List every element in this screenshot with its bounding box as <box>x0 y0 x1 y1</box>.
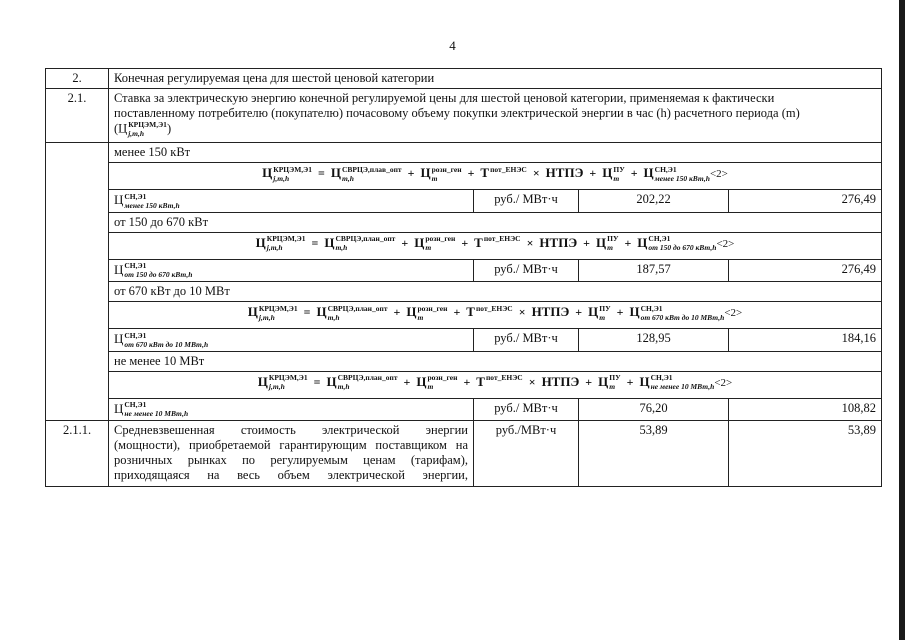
component-symbol: Ц СН,Э1 от 150 до 670 кВт,h <box>109 259 474 282</box>
row-2-1-1 <box>46 421 882 487</box>
tariff-table <box>45 68 882 487</box>
row-2 <box>46 69 882 89</box>
component-symbol: Ц СН,Э1 менее 150 кВт,h <box>109 190 474 213</box>
row-2-1 <box>46 89 882 143</box>
section-title: не менее 10 МВт <box>109 351 882 371</box>
desc-line: (мощности), приобретаемой гарантирующим поставщиком на <box>114 438 468 453</box>
formula-row <box>46 163 882 190</box>
section-header <box>46 282 882 302</box>
price-formula: Ц КРЦЭМ,Э1 j,m,h = Ц СВРЦЭ,план_опт m,h + Ц розн_ген m + Т пот_ЕНЭС × НТПЭ + Ц ПУ m + Ц СН,Э1 от 670 кВт до 10 МВт,h <2> <box>109 302 882 329</box>
value-cell: 53,89 <box>579 421 729 487</box>
section-header <box>46 212 882 232</box>
desc-line: приходящаяся на весь объем электрической энергии, <box>114 468 468 483</box>
value-cell: 53,89 <box>729 421 882 487</box>
section-title: менее 150 кВт <box>109 143 882 163</box>
desc-line: розничных рынках по регулируемым ценам (тарифам), <box>114 453 468 468</box>
row-description <box>109 421 474 487</box>
desc-line: Ставка за электрическую энергию конечной регулируемой цены для шестой ценовой категории, применяемая к фактически <box>114 91 775 105</box>
section-header <box>46 351 882 371</box>
row-title: Конечная регулируемая цена для шестой ценовой категории <box>109 69 882 89</box>
section-header <box>46 143 882 163</box>
value-cell: 202,22 <box>579 190 729 213</box>
desc-line: поставленному потребителю (покупателю) почасовому объему покупки электрической энергии в час (h) расчетного периода (m) <box>114 106 800 120</box>
value-row <box>46 190 882 213</box>
value-cell: 128,95 <box>579 329 729 352</box>
unit-cell: руб./ МВт·ч <box>474 398 579 421</box>
component-symbol: Ц СН,Э1 от 670 кВт до 10 МВт,h <box>109 329 474 352</box>
section-title: от 670 кВт до 10 МВт <box>109 282 882 302</box>
section-title: от 150 до 670 кВт <box>109 212 882 232</box>
row-number: 2.1. <box>46 89 109 143</box>
value-row <box>46 398 882 421</box>
price-formula: Ц КРЦЭМ,Э1 j,m,h = Ц СВРЦЭ,плав_опт m,h + Ц розн_ген m + Т пот_ЕНЭС × НТПЭ + Ц ПУ m + Ц СН,Э1 менее 150 кВт,h <2> <box>109 163 882 190</box>
unit-cell: руб./МВт·ч <box>474 421 579 487</box>
unit-cell: руб./ МВт·ч <box>474 190 579 213</box>
value-cell: 187,57 <box>579 259 729 282</box>
price-symbol: (Ц КРЦЭМ,Э1 j,m,h ) <box>114 120 172 138</box>
value-cell: 184,16 <box>729 329 882 352</box>
row-number: 2.1.1. <box>46 421 109 487</box>
value-cell: 276,49 <box>729 259 882 282</box>
unit-cell: руб./ МВт·ч <box>474 259 579 282</box>
value-row <box>46 329 882 352</box>
scan-edge <box>899 0 905 640</box>
value-cell: 108,82 <box>729 398 882 421</box>
price-formula: Ц КРЦЭМ,Э1 j,m,h = Ц СВРЦЭ,план_опт m,h + Ц розн_ген m + Т пот_ЕНЭС × НТПЭ + Ц ПУ m + Ц СН,Э1 не менее 10 МВт,h <2> <box>109 371 882 398</box>
value-cell: 276,49 <box>729 190 882 213</box>
unit-cell: руб./ МВт·ч <box>474 329 579 352</box>
value-row <box>46 259 882 282</box>
component-symbol: Ц СН,Э1 не менее 10 МВт,h <box>109 398 474 421</box>
formula-row <box>46 302 882 329</box>
price-formula: Ц КРЦЭМ,Э1 j,m,h = Ц СВРЦЭ,план_опт m,h + Ц розн_ген m + Т пот_ЕНЭС × НТПЭ + Ц ПУ m + Ц СН,Э1 от 150 до 670 кВт,h <2> <box>109 232 882 259</box>
page-number: 4 <box>449 38 456 53</box>
formula-row <box>46 371 882 398</box>
desc-line: Средневзвешенная стоимость электрической энергии <box>114 423 468 438</box>
value-cell: 76,20 <box>579 398 729 421</box>
row-number: 2. <box>46 69 109 89</box>
formula-row <box>46 232 882 259</box>
row-description <box>109 89 882 143</box>
blank-number-cell <box>46 143 109 421</box>
